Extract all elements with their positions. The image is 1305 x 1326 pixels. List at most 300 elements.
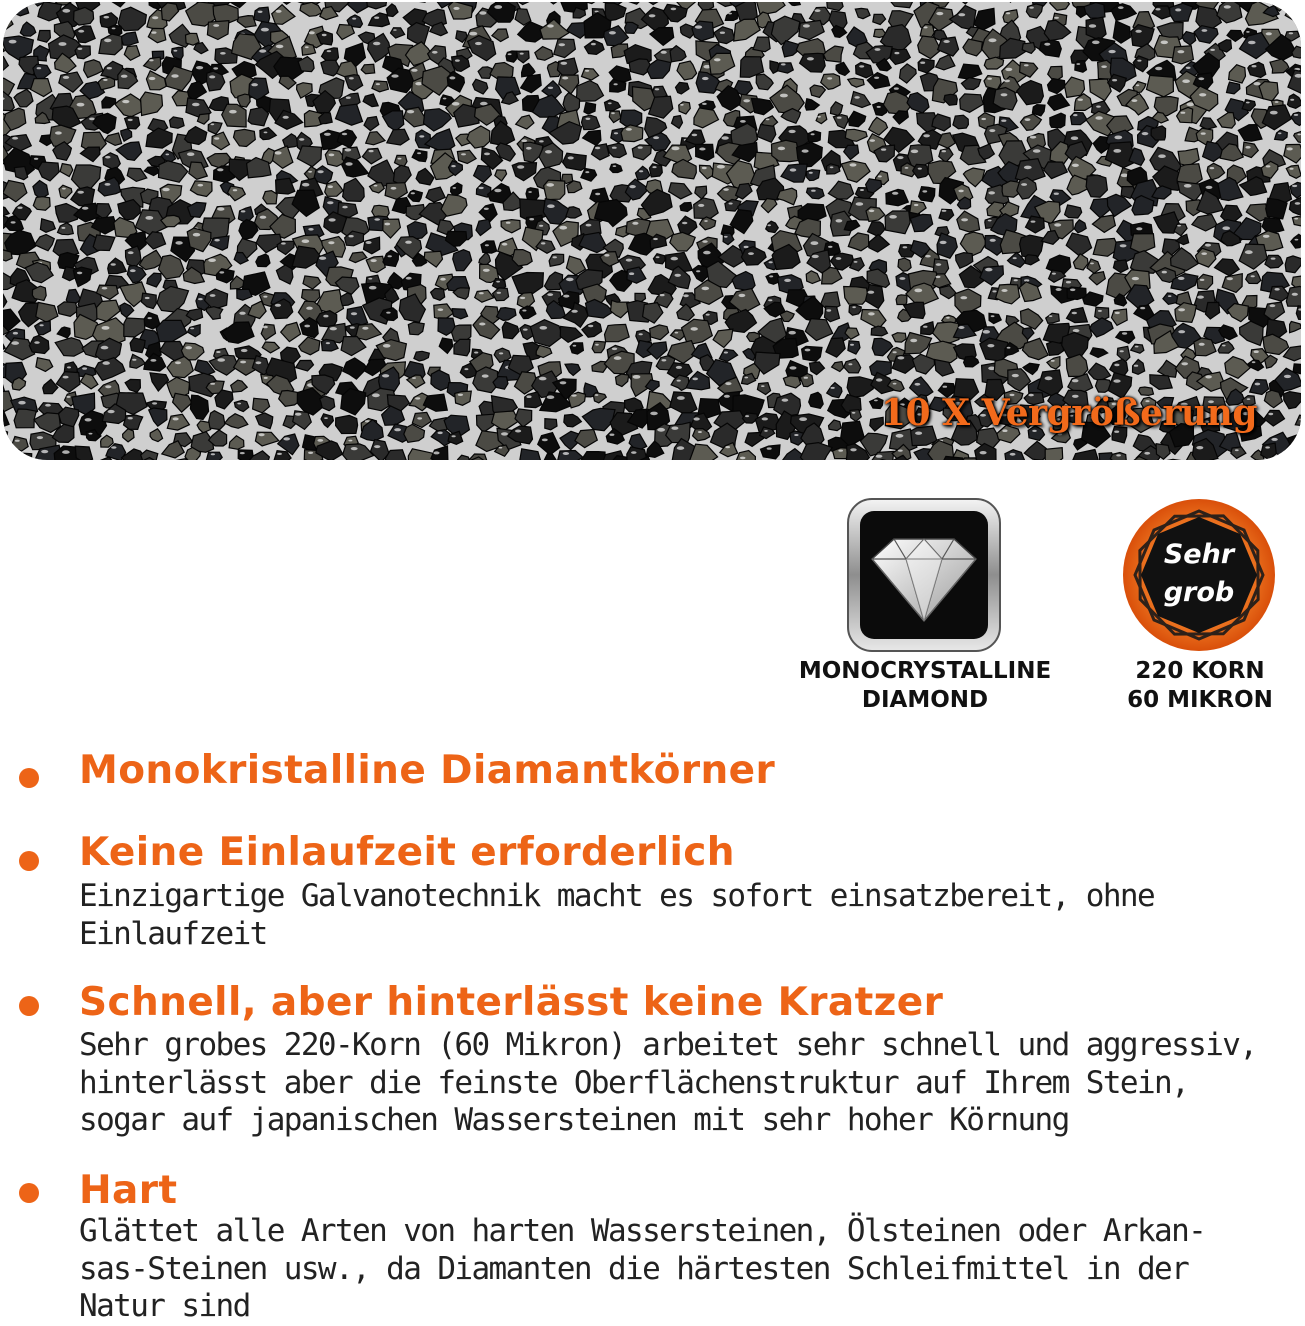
grit-crystal	[361, 64, 375, 73]
grit-highlight	[190, 328, 194, 330]
grit-highlight	[720, 32, 725, 34]
grit-highlight	[936, 276, 941, 278]
grit-highlight	[479, 323, 485, 326]
grit-highlight	[595, 11, 599, 13]
diamond-caption-line1: MONOCRYSTALLINE	[790, 657, 1060, 686]
grit-highlight	[1134, 365, 1138, 367]
grit-highlight	[682, 222, 687, 225]
grit-highlight	[521, 139, 527, 142]
grit-highlight	[383, 344, 391, 348]
grit-highlight	[911, 150, 918, 154]
grit-highlight	[386, 312, 390, 314]
grit-highlight	[152, 16, 158, 19]
grit-highlight	[766, 119, 770, 121]
grit-highlight	[639, 170, 643, 172]
grit-highlight	[1114, 136, 1122, 140]
grit-highlight	[148, 317, 152, 319]
grit-highlight	[317, 439, 323, 442]
grit-highlight	[34, 341, 39, 344]
grit-highlight	[132, 359, 136, 361]
grit-highlight	[898, 356, 905, 359]
grit-caption-line1: 220 KORN	[1095, 657, 1305, 686]
grit-highlight	[499, 352, 503, 354]
grit-highlight	[830, 387, 834, 389]
grit-highlight	[1271, 258, 1276, 260]
grit-highlight	[105, 183, 111, 186]
grit-highlight	[1113, 149, 1121, 153]
grit-highlight	[1292, 293, 1298, 296]
grit-highlight	[350, 326, 355, 328]
grit-highlight	[193, 233, 200, 237]
grit-highlight	[1186, 67, 1191, 69]
grit-highlight	[903, 246, 908, 248]
grit-highlight	[566, 278, 574, 282]
grit-highlight	[794, 434, 798, 436]
grit-highlight	[304, 325, 310, 328]
grit-highlight	[1137, 60, 1141, 62]
grit-highlight	[417, 152, 421, 154]
grit-highlight	[744, 246, 749, 248]
grit-highlight	[342, 133, 347, 136]
grit-highlight	[62, 450, 70, 454]
grit-highlight	[1251, 275, 1255, 277]
grit-highlight	[89, 433, 93, 435]
grit-highlight	[219, 271, 224, 273]
grit-highlight	[1201, 132, 1206, 134]
grit-highlight	[261, 28, 269, 32]
grit-highlight	[653, 136, 659, 139]
grit-highlight	[479, 11, 486, 14]
grit-highlight	[702, 167, 707, 169]
grit-highlight	[699, 148, 705, 151]
grit-highlight	[1054, 193, 1059, 195]
grit-highlight	[45, 404, 51, 407]
grit-highlight	[988, 191, 995, 194]
grit-highlight	[724, 236, 728, 238]
grit-highlight	[1070, 289, 1075, 292]
grit-highlight	[1284, 375, 1291, 378]
grit-highlight	[1113, 379, 1120, 382]
grit-highlight	[1004, 80, 1010, 83]
grit-highlight	[809, 172, 813, 174]
grit-highlight	[1120, 244, 1127, 247]
grit-crystal	[827, 164, 840, 174]
grit-highlight	[419, 135, 424, 137]
grit-highlight	[877, 106, 881, 108]
grit-highlight	[881, 148, 886, 150]
grit-crystal	[130, 338, 145, 353]
grit-highlight	[78, 48, 83, 50]
grit-highlight	[443, 98, 447, 100]
grit-highlight	[723, 188, 728, 191]
grit-highlight	[547, 24, 554, 27]
grit-highlight	[672, 147, 680, 151]
grit-highlight	[850, 163, 857, 166]
grit-highlight	[449, 76, 455, 79]
grit-highlight	[893, 383, 897, 385]
grit-highlight	[412, 377, 416, 379]
grit-highlight	[373, 42, 380, 46]
grit-highlight	[611, 112, 615, 114]
grit-highlight	[130, 269, 136, 272]
grit-crystal	[108, 25, 122, 35]
grit-highlight	[1222, 345, 1226, 347]
grit-crystal	[125, 116, 140, 129]
grit-highlight	[352, 18, 356, 20]
grit-highlight	[104, 16, 110, 19]
grit-highlight	[102, 287, 108, 290]
grit-highlight	[769, 261, 773, 263]
grit-highlight	[629, 185, 635, 188]
grit-highlight	[936, 263, 941, 266]
grit-highlight	[349, 77, 354, 79]
bullet-icon	[19, 768, 39, 788]
grit-highlight	[918, 168, 922, 170]
grit-highlight	[852, 412, 856, 414]
grit-highlight	[328, 241, 334, 244]
grit-highlight	[653, 238, 658, 240]
grit-highlight	[173, 417, 179, 420]
grit-highlight	[263, 296, 267, 298]
grit-highlight	[920, 62, 925, 64]
grit-highlight	[925, 255, 931, 258]
grit-highlight	[196, 66, 203, 69]
grit-highlight	[508, 53, 512, 55]
grit-highlight	[676, 366, 682, 369]
grit-highlight	[980, 451, 987, 454]
grit-crystal	[953, 115, 969, 129]
grit-highlight	[89, 118, 95, 121]
grit-highlight	[1006, 12, 1010, 14]
grit-highlight	[869, 210, 874, 213]
grit-highlight	[67, 366, 71, 368]
grit-crystal	[1266, 198, 1287, 219]
grit-highlight	[702, 287, 710, 291]
grit-highlight	[1007, 347, 1011, 349]
grit-highlight	[210, 294, 216, 297]
grit-highlight	[433, 451, 439, 454]
grit-highlight	[614, 356, 622, 360]
grit-highlight	[382, 374, 389, 377]
grit-highlight	[239, 312, 245, 315]
grit-highlight	[1294, 114, 1298, 116]
grit-highlight	[12, 137, 18, 140]
grit-highlight	[371, 259, 377, 262]
grit-highlight	[827, 77, 832, 79]
grit-crystal	[825, 306, 840, 321]
grit-highlight	[1178, 50, 1185, 53]
grit-highlight	[128, 417, 133, 419]
grit-highlight	[1246, 102, 1250, 104]
grit-highlight	[1076, 63, 1080, 65]
grit-highlight	[958, 190, 963, 193]
grit-crystal	[3, 444, 4, 460]
grit-highlight	[940, 241, 947, 244]
grit-highlight	[830, 166, 834, 168]
grit-highlight	[345, 148, 352, 151]
grit-highlight	[1120, 350, 1124, 352]
grit-highlight	[1001, 120, 1006, 122]
grit-crystal	[32, 286, 46, 301]
grit-highlight	[151, 31, 156, 33]
grit-highlight	[302, 239, 310, 243]
grit-highlight	[461, 153, 466, 155]
grit-highlight	[458, 394, 463, 396]
grit-highlight	[149, 59, 153, 61]
grit-highlight	[1033, 149, 1041, 153]
feature-description: Glättet alle Arten von harten Wassersteinen, Ölsteinen oder Arkan-sas-Steinen usw., da Diamanten die härtesten Schleifmittel in der Natur sind	[79, 1213, 1269, 1326]
grit-highlight	[40, 324, 44, 326]
grit-highlight	[111, 263, 116, 265]
grit-highlight	[405, 241, 412, 244]
grit-highlight	[1118, 6, 1124, 9]
grit-highlight	[494, 189, 501, 192]
grit-highlight	[703, 251, 711, 255]
grit-highlight	[559, 43, 565, 46]
grit-highlight	[983, 330, 990, 334]
grit-highlight	[1132, 99, 1138, 102]
grit-highlight	[452, 102, 460, 106]
feature-title: Monokristalline Diamantkörner	[79, 748, 775, 793]
grit-highlight	[1024, 166, 1032, 170]
grit-highlight	[692, 378, 698, 381]
grit-highlight	[192, 103, 200, 107]
grit-highlight	[1071, 136, 1078, 140]
grit-highlight	[586, 118, 591, 120]
grit-crystal	[919, 187, 935, 202]
grit-highlight	[691, 327, 698, 331]
grit-highlight	[604, 254, 609, 257]
grit-badge-caption	[1095, 657, 1305, 715]
grit-highlight	[698, 204, 704, 207]
grit-highlight	[1030, 136, 1036, 139]
grit-highlight	[745, 377, 749, 379]
grit-highlight	[1010, 453, 1016, 456]
grit-crystal	[33, 197, 50, 211]
grit-crystal	[892, 333, 906, 342]
grit-highlight	[717, 165, 725, 169]
grit-highlight	[585, 171, 589, 173]
grit-highlight	[324, 133, 331, 136]
grit-highlight	[455, 59, 460, 61]
grit-highlight	[1290, 99, 1294, 101]
grit-highlight	[34, 158, 38, 160]
grit-highlight	[506, 222, 511, 224]
grit-highlight	[1024, 279, 1029, 281]
grit-highlight	[714, 58, 721, 61]
grit-highlight	[496, 281, 500, 283]
grit-highlight	[725, 382, 731, 385]
grit-highlight	[1235, 449, 1239, 451]
grit-highlight	[961, 218, 968, 221]
grit-highlight	[517, 165, 524, 168]
grit-highlight	[211, 453, 215, 455]
grit-highlight	[638, 146, 643, 148]
grit-highlight	[745, 415, 749, 417]
feature-description: Einzigartige Galvanotechnik macht es sofort einsatzbereit, ohne Einlaufzeit	[79, 878, 1269, 953]
grit-highlight	[547, 395, 555, 399]
grit-highlight	[388, 255, 392, 257]
grit-highlight	[878, 175, 882, 177]
grit-crystal	[526, 188, 539, 200]
grit-highlight	[817, 116, 821, 118]
grit-crystal	[11, 437, 28, 452]
grit-highlight	[438, 308, 444, 311]
grit-highlight	[515, 430, 521, 433]
grit-highlight	[724, 352, 728, 354]
grit-highlight	[251, 83, 258, 86]
grit-highlight	[729, 203, 733, 205]
grit-highlight	[369, 286, 377, 290]
grit-highlight	[1072, 379, 1079, 382]
grit-highlight	[790, 366, 797, 369]
grit-highlight	[1178, 277, 1185, 280]
grit-highlight	[826, 309, 831, 311]
grit-highlight	[415, 397, 420, 399]
grit-highlight	[11, 341, 19, 345]
grit-highlight	[319, 257, 326, 260]
grit-highlight	[351, 312, 357, 315]
grit-highlight	[275, 151, 282, 154]
grit-highlight	[876, 455, 883, 458]
grit-highlight	[105, 156, 110, 159]
grit-highlight	[1275, 101, 1279, 103]
grit-highlight	[693, 417, 699, 420]
grit-highlight	[171, 74, 178, 78]
grit-highlight	[807, 57, 814, 60]
grit-highlight	[346, 162, 353, 165]
grit-highlight	[318, 170, 324, 173]
grit-highlight	[767, 224, 771, 226]
grit-highlight	[1184, 184, 1192, 188]
grit-highlight	[464, 368, 468, 370]
grit-highlight	[1012, 374, 1019, 377]
grit-highlight	[1078, 99, 1083, 101]
grit-highlight	[946, 317, 950, 319]
grit-highlight	[958, 326, 964, 329]
grit-highlight	[241, 349, 248, 352]
grit-highlight	[677, 446, 684, 450]
grit-highlight	[264, 132, 268, 134]
grit-highlight	[989, 129, 995, 132]
grit-highlight	[1001, 93, 1008, 96]
grit-crystal	[14, 409, 36, 428]
grit-highlight	[987, 344, 994, 347]
grit-highlight	[805, 349, 811, 352]
grit-highlight	[1013, 257, 1017, 259]
grit-highlight	[568, 156, 574, 159]
grit-highlight	[306, 307, 313, 310]
grit-highlight	[327, 50, 331, 52]
grit-crystal	[238, 94, 250, 107]
grit-highlight	[661, 51, 667, 54]
grit-highlight	[1072, 164, 1079, 167]
grit-highlight	[1024, 64, 1029, 66]
grit-highlight	[502, 243, 508, 246]
grit-crystal	[885, 211, 910, 234]
grit-highlight	[1255, 383, 1261, 386]
grit-highlight	[649, 14, 656, 17]
grit-highlight	[586, 224, 592, 227]
grit-highlight	[1135, 30, 1141, 33]
grit-highlight	[1112, 79, 1117, 81]
grit-highlight	[15, 440, 20, 442]
bullet-icon	[19, 996, 39, 1016]
grit-highlight	[811, 133, 815, 135]
grit-highlight	[702, 240, 707, 243]
grit-highlight	[657, 428, 665, 432]
grit-highlight	[37, 67, 42, 69]
grit-highlight	[923, 134, 930, 137]
grit-highlight	[852, 306, 856, 308]
grit-highlight	[1155, 67, 1162, 70]
grit-highlight	[264, 377, 268, 379]
grit-highlight	[761, 385, 765, 387]
grit-highlight	[633, 375, 641, 379]
grit-highlight	[259, 433, 265, 436]
grit-highlight	[497, 292, 501, 294]
grit-crystal	[844, 287, 868, 305]
grit-highlight	[585, 70, 589, 72]
grit-highlight	[1182, 79, 1190, 83]
grit-highlight	[781, 63, 786, 65]
grit-crystal	[772, 140, 800, 161]
feature-title: Keine Einlaufzeit erforderlich	[79, 830, 735, 875]
grit-highlight	[914, 289, 922, 293]
grit-highlight	[469, 32, 477, 36]
grit-highlight	[475, 42, 482, 45]
grit-highlight	[1051, 360, 1055, 362]
grit-crystal	[263, 191, 277, 204]
grit-highlight	[990, 239, 996, 242]
grit-highlight	[1132, 277, 1139, 280]
grit-highlight	[548, 87, 553, 89]
grit-highlight	[1278, 132, 1282, 134]
grit-highlight	[541, 242, 545, 244]
grit-highlight	[1052, 273, 1056, 275]
grit-highlight	[571, 394, 577, 397]
grit-highlight	[329, 218, 336, 221]
grit-highlight	[1178, 330, 1185, 333]
grit-highlight	[61, 227, 65, 229]
grit-highlight	[892, 192, 898, 195]
hero-macro-image	[3, 2, 1301, 460]
grit-highlight	[1101, 65, 1107, 68]
grit-highlight	[683, 294, 689, 297]
grit-highlight	[209, 75, 215, 78]
grit-highlight	[1210, 167, 1215, 169]
grit-highlight	[850, 448, 856, 451]
grit-highlight	[1136, 84, 1140, 86]
grit-highlight	[1196, 446, 1203, 449]
grit-highlight	[128, 251, 134, 254]
grit-highlight	[122, 100, 129, 103]
grit-highlight	[1066, 281, 1071, 283]
grit-highlight	[1158, 154, 1166, 158]
grit-highlight	[108, 410, 115, 413]
grit-crystal	[808, 131, 821, 142]
grit-highlight	[988, 220, 992, 222]
grit-highlight	[1049, 315, 1053, 317]
grit-highlight	[837, 117, 842, 119]
grit-highlight	[198, 298, 203, 300]
grit-highlight	[1289, 168, 1293, 170]
grit-crystal	[1172, 46, 1193, 64]
grit-highlight	[406, 277, 412, 280]
grit-highlight	[233, 189, 237, 191]
grit-highlight	[608, 102, 612, 104]
grit-highlight	[322, 34, 327, 36]
